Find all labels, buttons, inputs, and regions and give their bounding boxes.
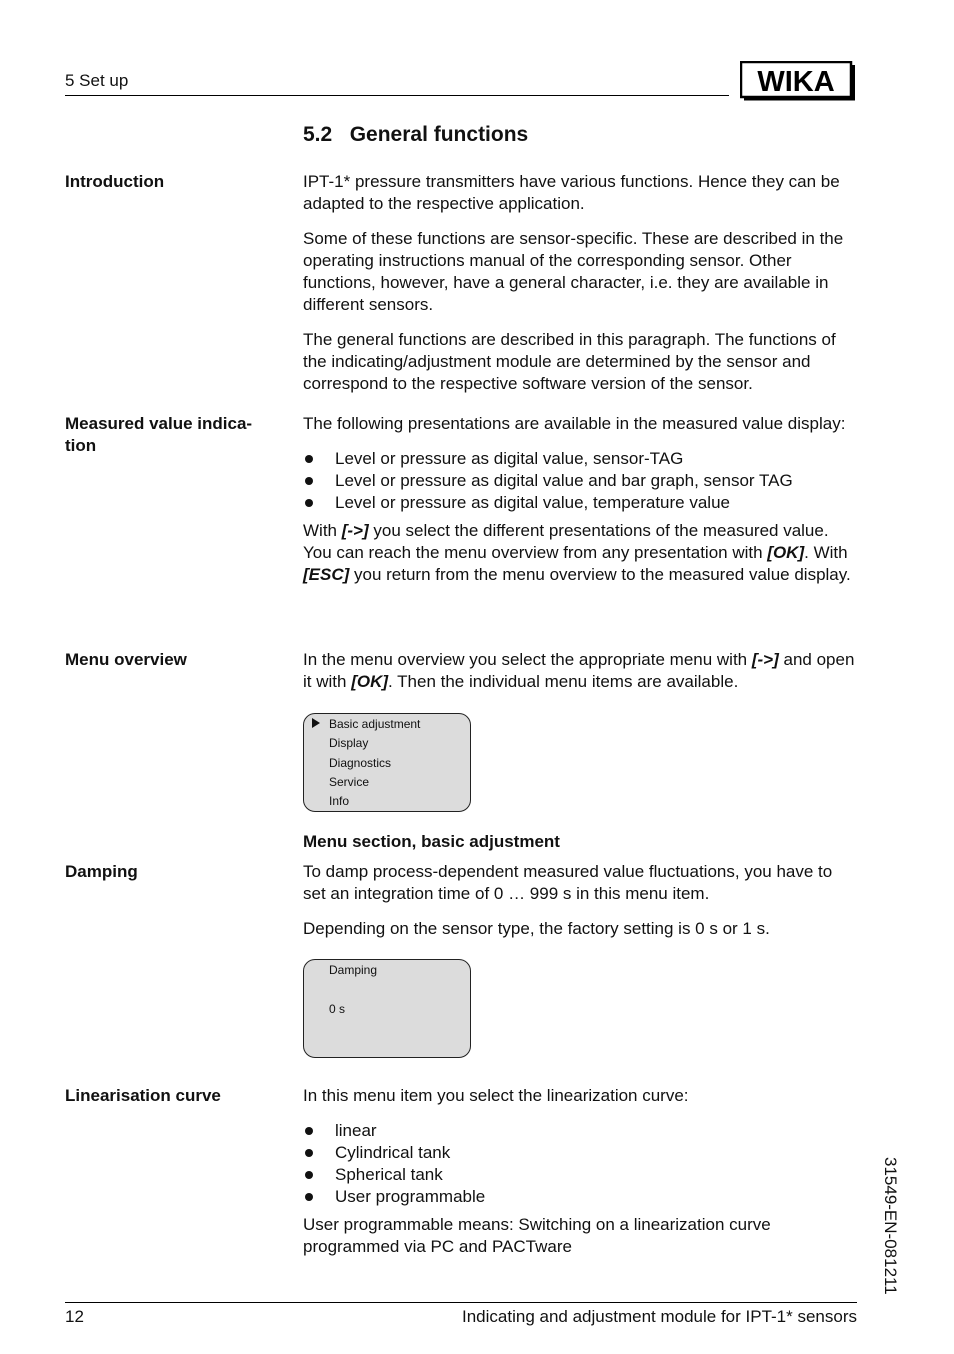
- menu-display: [303, 713, 471, 812]
- intro-p3: The general functions are described in this paragraph. The functions of the indicating/adjustment module are determined by the sensor and correspond to the respective software version of the sensor.: [303, 330, 836, 393]
- list-item: Level or pressure as digital value and bar graph, sensor TAG: [303, 470, 859, 492]
- footer-rule: [65, 1302, 857, 1303]
- measured-list: [303, 448, 859, 514]
- menu-item-service[interactable]: Service: [329, 775, 370, 789]
- menu-text: [303, 649, 859, 706]
- linear-intro: In this menu item you select the linearization curve:: [303, 1086, 689, 1105]
- intro-p1: IPT-1* pressure transmitters have various functions. Hence they can be adapted to the respective application.: [303, 172, 840, 213]
- measured-label: Measured value indica-tion: [65, 414, 253, 455]
- basic-adjustment-heading: Menu section, basic adjustment: [303, 832, 560, 851]
- list-item: linear: [303, 1120, 859, 1142]
- damping-text: [303, 861, 859, 953]
- damping-display-value[interactable]: 0 s: [329, 1002, 346, 1016]
- list-item: Cylindrical tank: [303, 1142, 859, 1164]
- intro-p2: Some of these functions are sensor-specific. These are described in the operating instructions manual of the corresponding sensor. Other functions, however, have a general character, i.e. they are available in different sensors.: [303, 229, 844, 314]
- damping-p1: To damp process-dependent measured value fluctuations, you have to set an integration time of 0 … 999 s in this menu item.: [303, 862, 833, 903]
- linear-label: Linearisation curve: [65, 1086, 221, 1105]
- list-item: Level or pressure as digital value, sensor-TAG: [303, 448, 859, 470]
- menu-label: Menu overview: [65, 650, 187, 669]
- linear-p2: User programmable means: Switching on a linearization curve programmed via PC and PACTware: [303, 1215, 771, 1256]
- list-item: Spherical tank: [303, 1164, 859, 1186]
- intro-label: Introduction: [65, 172, 165, 191]
- menu-item-basic-adjustment[interactable]: Basic adjustment: [329, 717, 421, 731]
- intro-text: [303, 171, 859, 408]
- page-number: 12: [65, 1307, 84, 1326]
- selection-arrow-icon: [312, 718, 320, 728]
- logo-text: WIKA: [757, 66, 835, 98]
- key-arrow: [->]: [751, 650, 779, 669]
- doc-id: 31549-EN-081211: [881, 1157, 900, 1295]
- damping-display-title: Damping: [329, 963, 378, 977]
- doc-id-container: [880, 1157, 900, 1307]
- section-title: 5.2 General functions: [303, 123, 529, 146]
- footer-title: Indicating and adjustment module for IPT-1* sensors: [462, 1307, 857, 1326]
- wika-logo: [740, 61, 856, 101]
- key-ok: [OK]: [351, 672, 389, 691]
- damping-display: [303, 959, 471, 1058]
- header-section: 5 Set up: [65, 71, 129, 90]
- measured-keys-text: With [->] you select the different presentations of the measured value. You can reach the menu overview from any presentation with [OK]. With [ESC] you return from the menu overview to the measured value display.: [303, 521, 851, 584]
- measured-intro: The following presentations are available in the measured value display:: [303, 414, 846, 433]
- key-arrow: [->]: [341, 521, 369, 540]
- list-item: User programmable: [303, 1186, 859, 1208]
- damping-p2: Depending on the sensor type, the factory setting is 0 s or 1 s.: [303, 919, 770, 938]
- header-rule: [65, 95, 729, 96]
- list-item: Level or pressure as digital value, temperature value: [303, 492, 859, 514]
- measured-text: [303, 413, 859, 599]
- menu-item-info[interactable]: Info: [329, 794, 350, 808]
- linear-text: [303, 1085, 859, 1271]
- damping-label: Damping: [65, 862, 138, 881]
- linear-list: [303, 1120, 859, 1208]
- menu-item-diagnostics[interactable]: Diagnostics: [329, 756, 392, 770]
- key-esc: [ESC]: [303, 565, 350, 584]
- menu-item-display[interactable]: Display: [329, 736, 369, 750]
- key-ok: [OK]: [767, 543, 805, 562]
- menu-desc: In the menu overview you select the appropriate menu with [->] and open it with [OK]. Then the individual menu items are available.: [303, 650, 855, 691]
